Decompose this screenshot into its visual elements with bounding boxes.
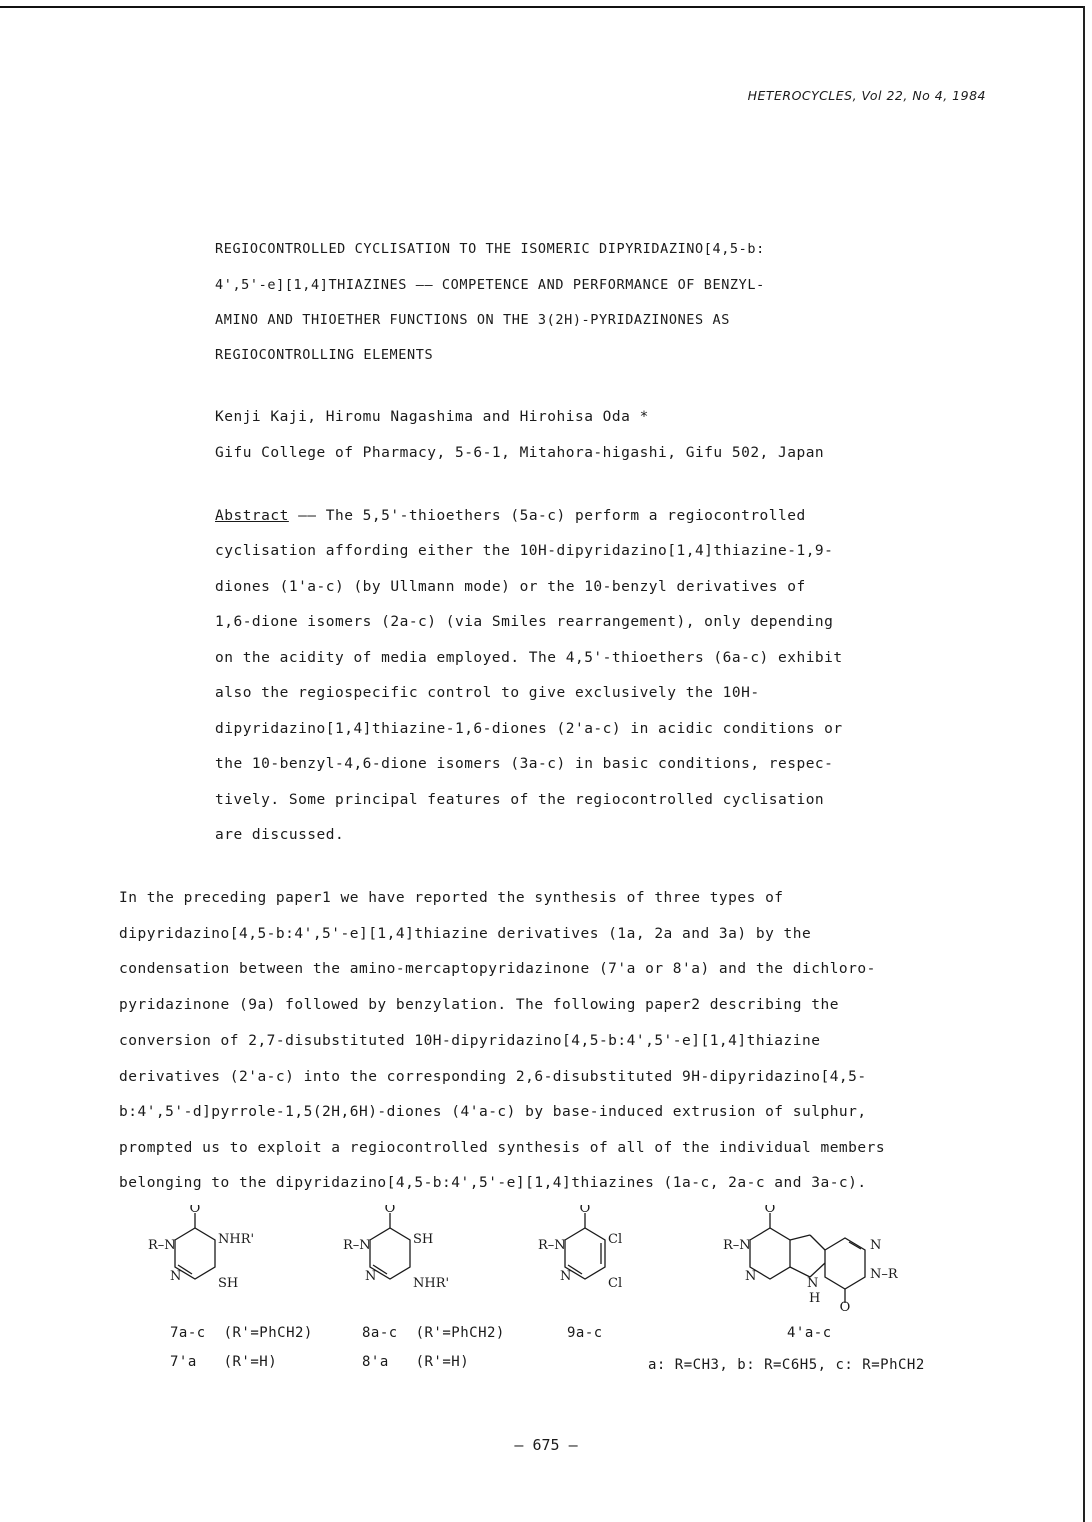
body-line: conversion of 2,7-disubstituted 10H-dipyridazino[4,5-b:4',5'-e][1,4]thiazine	[119, 1033, 821, 1049]
abstract-line: tively. Some principal features of the regiocontrolled cyclisation	[215, 792, 825, 808]
abstract-line: on the acidity of media employed. The 4,5'-thioethers (6a-c) exhibit	[215, 650, 843, 666]
svg-text:R–N: R–N	[343, 1238, 371, 1253]
right-edge-rule	[1083, 6, 1085, 1522]
page-number: — 675 —	[514, 1436, 578, 1454]
chemical-structures	[130, 1205, 1010, 1385]
label-7a-c: 7a-c (R'=PhCH2)	[170, 1325, 313, 1341]
svg-text:O: O	[579, 1205, 591, 1216]
label-4prime-a-c: 4'a-c	[787, 1325, 832, 1341]
abstract-label: Abstract	[215, 508, 289, 524]
svg-text:N: N	[170, 1269, 182, 1284]
svg-text:N: N	[870, 1238, 882, 1253]
structure-atom-labels	[148, 1205, 899, 1315]
svg-text:R–N: R–N	[148, 1238, 176, 1253]
svg-text:R–N: R–N	[538, 1238, 566, 1253]
title-line: AMINO AND THIOETHER FUNCTIONS ON THE 3(2H)-PYRIDAZINONES AS	[215, 312, 730, 328]
svg-text:N: N	[745, 1269, 757, 1284]
body-line: dipyridazino[4,5-b:4',5'-e][1,4]thiazine derivatives (1a, 2a and 3a) by the	[119, 926, 812, 942]
body-line: derivatives (2'a-c) into the corresponding 2,6-disubstituted 9H-dipyridazino[4,5-	[119, 1069, 867, 1085]
abstract-line: are discussed.	[215, 827, 345, 843]
journal-header: HETEROCYCLES, Vol 22, No 4, 1984	[747, 88, 986, 103]
svg-text:R–N: R–N	[723, 1238, 751, 1253]
abstract-first-line	[215, 508, 806, 524]
label-8a-c: 8a-c (R'=PhCH2)	[362, 1325, 505, 1341]
body-line: prompted us to exploit a regiocontrolled synthesis of all of the individual members	[119, 1140, 886, 1156]
svg-text:SH: SH	[413, 1232, 434, 1247]
body-line: belonging to the dipyridazino[4,5-b:4',5'-e][1,4]thiazines (1a-c, 2a-c and 3a-c).	[119, 1175, 867, 1191]
svg-text:N: N	[560, 1269, 572, 1284]
structure-drawings	[130, 1205, 1010, 1315]
substituent-key: a: R=CH3, b: R=C6H5, c: R=PhCH2	[648, 1357, 925, 1373]
abstract-line: —— The 5,5'-thioethers (5a-c) perform a regiocontrolled	[288, 508, 806, 524]
body-line: b:4',5'-d]pyrrole-1,5(2H,6H)-diones (4'a-c) by base-induced extrusion of sulphur,	[119, 1104, 867, 1120]
label-7prime-a: 7'a (R'=H)	[170, 1354, 278, 1370]
svg-text:O: O	[764, 1205, 776, 1216]
top-rule	[0, 6, 1085, 8]
label-8prime-a: 8'a (R'=H)	[362, 1354, 470, 1370]
body-line: In the preceding paper1 we have reported the synthesis of three types of	[119, 890, 784, 906]
abstract-line: dipyridazino[1,4]thiazine-1,6-diones (2'a-c) in acidic conditions or	[215, 721, 843, 737]
abstract-line: cyclisation affording either the 10H-dipyridazino[1,4]thiazine-1,9-	[215, 543, 834, 559]
title-line: REGIOCONTROLLED CYCLISATION TO THE ISOMERIC DIPYRIDAZINO[4,5-b:	[215, 241, 765, 257]
svg-text:N: N	[365, 1269, 377, 1284]
abstract-line: the 10-benzyl-4,6-dione isomers (3a-c) in basic conditions, respec-	[215, 756, 834, 772]
svg-text:N: N	[807, 1276, 819, 1291]
svg-text:Cl: Cl	[608, 1276, 623, 1291]
abstract-line: 1,6-dione isomers (2a-c) (via Smiles rearrangement), only depending	[215, 614, 834, 630]
authors: Kenji Kaji, Hiromu Nagashima and Hirohisa Oda *	[215, 409, 649, 425]
body-line: pyridazinone (9a) followed by benzylation. The following paper2 describing the	[119, 997, 839, 1013]
svg-text:O: O	[189, 1205, 201, 1216]
label-9a-c: 9a-c	[567, 1325, 603, 1341]
title-line: 4',5'-e][1,4]THIAZINES —— COMPETENCE AND PERFORMANCE OF BENZYL-	[215, 277, 765, 293]
svg-text:N–R: N–R	[870, 1267, 898, 1282]
body-line: condensation between the amino-mercaptopyridazinone (7'a or 8'a) and the dichloro-	[119, 961, 876, 977]
svg-text:O: O	[839, 1300, 851, 1315]
abstract-line: also the regiospecific control to give exclusively the 10H-	[215, 685, 760, 701]
svg-text:NHR': NHR'	[218, 1232, 255, 1247]
affiliation: Gifu College of Pharmacy, 5-6-1, Mitahora-higashi, Gifu 502, Japan	[215, 445, 825, 461]
svg-text:NHR': NHR'	[413, 1276, 450, 1291]
svg-text:Cl: Cl	[608, 1232, 623, 1247]
abstract-line: diones (1'a-c) (by Ullmann mode) or the 10-benzyl derivatives of	[215, 579, 806, 595]
title-line: REGIOCONTROLLING ELEMENTS	[215, 347, 434, 363]
svg-text:H: H	[809, 1291, 821, 1306]
svg-text:SH: SH	[218, 1276, 239, 1291]
svg-text:O: O	[384, 1205, 396, 1216]
